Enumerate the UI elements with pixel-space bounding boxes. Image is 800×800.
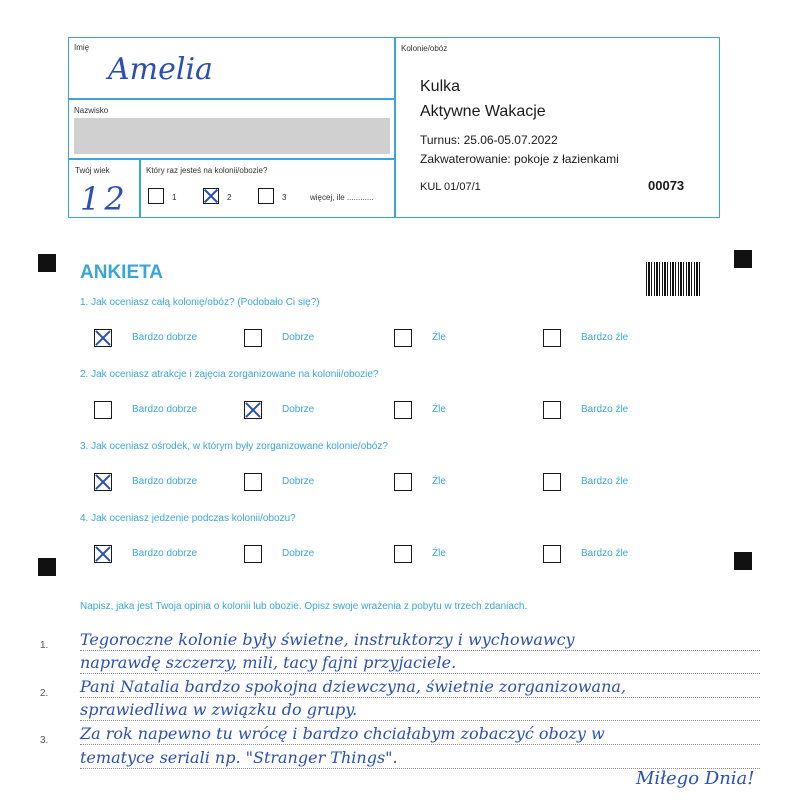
registration-marker	[734, 250, 752, 268]
q1-option-label: Dobrze	[282, 332, 315, 343]
answer-text[interactable]: Za rok napewno tu wrócę i bardzo chciałabym zobaczyć obozy w	[80, 724, 605, 743]
sentence-number: 2.	[40, 688, 49, 699]
q1-checkbox-3[interactable]	[394, 329, 412, 347]
nazwisko-redacted	[74, 118, 390, 154]
q3-option-label: Bardzo źle	[581, 476, 629, 487]
question-4: 4. Jak oceniasz jedzenie podczas kolonii/obozu?	[80, 513, 296, 524]
program-name: Aktywne Wakacje	[420, 103, 546, 120]
times-label-1: 1	[172, 193, 177, 202]
wiek-value[interactable]: 12	[80, 180, 129, 218]
registration-marker	[38, 558, 56, 576]
q2-checkbox-1[interactable]	[94, 401, 112, 419]
q3-option-label: Źle	[432, 476, 446, 487]
answer-line	[80, 744, 760, 745]
q2-option-label: Źle	[432, 404, 446, 415]
kolonia-label: Kolonie/obóz	[401, 44, 448, 53]
question-2: 2. Jak oceniasz atrakcje i zajęcia zorganizowane na kolonii/obozie?	[80, 369, 379, 380]
q1-checkbox-2[interactable]	[244, 329, 262, 347]
divider	[68, 98, 394, 100]
q3-checkbox-1[interactable]	[94, 473, 112, 491]
times-checkbox-1[interactable]	[148, 188, 164, 204]
answer-text[interactable]: Pani Natalia bardzo spokojna dziewczyna, świetnie zorganizowana,	[80, 677, 627, 696]
imie-label: Imię	[74, 43, 90, 52]
divider	[139, 158, 141, 218]
answer-text[interactable]: tematyce seriali np. "Stranger Things".	[80, 748, 398, 767]
q3-option-label: Bardzo dobrze	[132, 476, 198, 487]
barcode	[646, 262, 702, 296]
q2-option-label: Bardzo dobrze	[132, 404, 198, 415]
opinion-prompt: Napisz, jaka jest Twoja opinia o kolonii lub obozie. Opisz swoje wrażenia z pobytu w trzech zdaniach.	[80, 601, 528, 612]
closing-text: Miłego Dnia!	[636, 768, 755, 789]
ktory-raz-label: Który raz jesteś na kolonii/obozie?	[146, 166, 268, 175]
q3-option-label: Dobrze	[282, 476, 315, 487]
times-checkbox-2[interactable]	[203, 188, 219, 204]
turnus-text: Turnus: 25.06-05.07.2022	[420, 133, 558, 147]
times-label-2: 2	[227, 193, 232, 202]
wiecej-label: więcej, ile ............	[310, 193, 374, 202]
registration-marker	[734, 552, 752, 570]
answer-line	[80, 673, 760, 674]
q3-checkbox-3[interactable]	[394, 473, 412, 491]
q4-checkbox-2[interactable]	[244, 545, 262, 563]
sentence-number: 3.	[40, 735, 49, 746]
answer-line	[80, 650, 760, 651]
q4-option-label: Bardzo źle	[581, 548, 629, 559]
q3-checkbox-4[interactable]	[543, 473, 561, 491]
imie-value[interactable]: Amelia	[108, 52, 213, 87]
divider	[68, 158, 394, 160]
question-3: 3. Jak oceniasz ośrodek, w którym były zorganizowane kolonie/obóz?	[80, 441, 388, 452]
answer-line	[80, 720, 760, 721]
form-number: 00073	[648, 178, 685, 193]
q1-option-label: Źle	[432, 332, 446, 343]
q3-checkbox-2[interactable]	[244, 473, 262, 491]
q4-checkbox-3[interactable]	[394, 545, 412, 563]
answer-text[interactable]: Tegoroczne kolonie były świetne, instruktorzy i wychowawcy	[80, 630, 575, 649]
q2-option-label: Bardzo źle	[581, 404, 629, 415]
divider	[394, 37, 396, 218]
q4-option-label: Źle	[432, 548, 446, 559]
answer-line	[80, 697, 760, 698]
q2-checkbox-2[interactable]	[244, 401, 262, 419]
q1-checkbox-4[interactable]	[543, 329, 561, 347]
q4-option-label: Dobrze	[282, 548, 315, 559]
code-text: KUL 01/07/1	[420, 181, 481, 193]
q2-option-label: Dobrze	[282, 404, 315, 415]
times-label-3: 3	[282, 193, 287, 202]
question-1: 1. Jak oceniasz całą kolonię/obóz? (Podobało Ci się?)	[80, 297, 320, 308]
q1-checkbox-1[interactable]	[94, 329, 112, 347]
q1-option-label: Bardzo źle	[581, 332, 629, 343]
answer-text[interactable]: naprawdę szczerzy, mili, tacy fajni przyjaciele.	[80, 653, 457, 672]
q4-option-label: Bardzo dobrze	[132, 548, 198, 559]
zakwaterowanie-text: Zakwaterowanie: pokoje z łazienkami	[420, 152, 619, 166]
survey-title: ANKIETA	[80, 262, 164, 283]
q4-checkbox-1[interactable]	[94, 545, 112, 563]
q4-checkbox-4[interactable]	[543, 545, 561, 563]
q1-option-label: Bardzo dobrze	[132, 332, 198, 343]
q2-checkbox-4[interactable]	[543, 401, 561, 419]
q2-checkbox-3[interactable]	[394, 401, 412, 419]
sentence-number: 1.	[40, 640, 49, 651]
answer-text[interactable]: sprawiedliwa w związku do grupy.	[80, 700, 358, 719]
wiek-label: Twój wiek	[75, 166, 110, 175]
times-checkbox-3[interactable]	[258, 188, 274, 204]
registration-marker	[38, 254, 56, 272]
nazwisko-label: Nazwisko	[74, 106, 109, 115]
camp-name: Kulka	[420, 78, 461, 95]
